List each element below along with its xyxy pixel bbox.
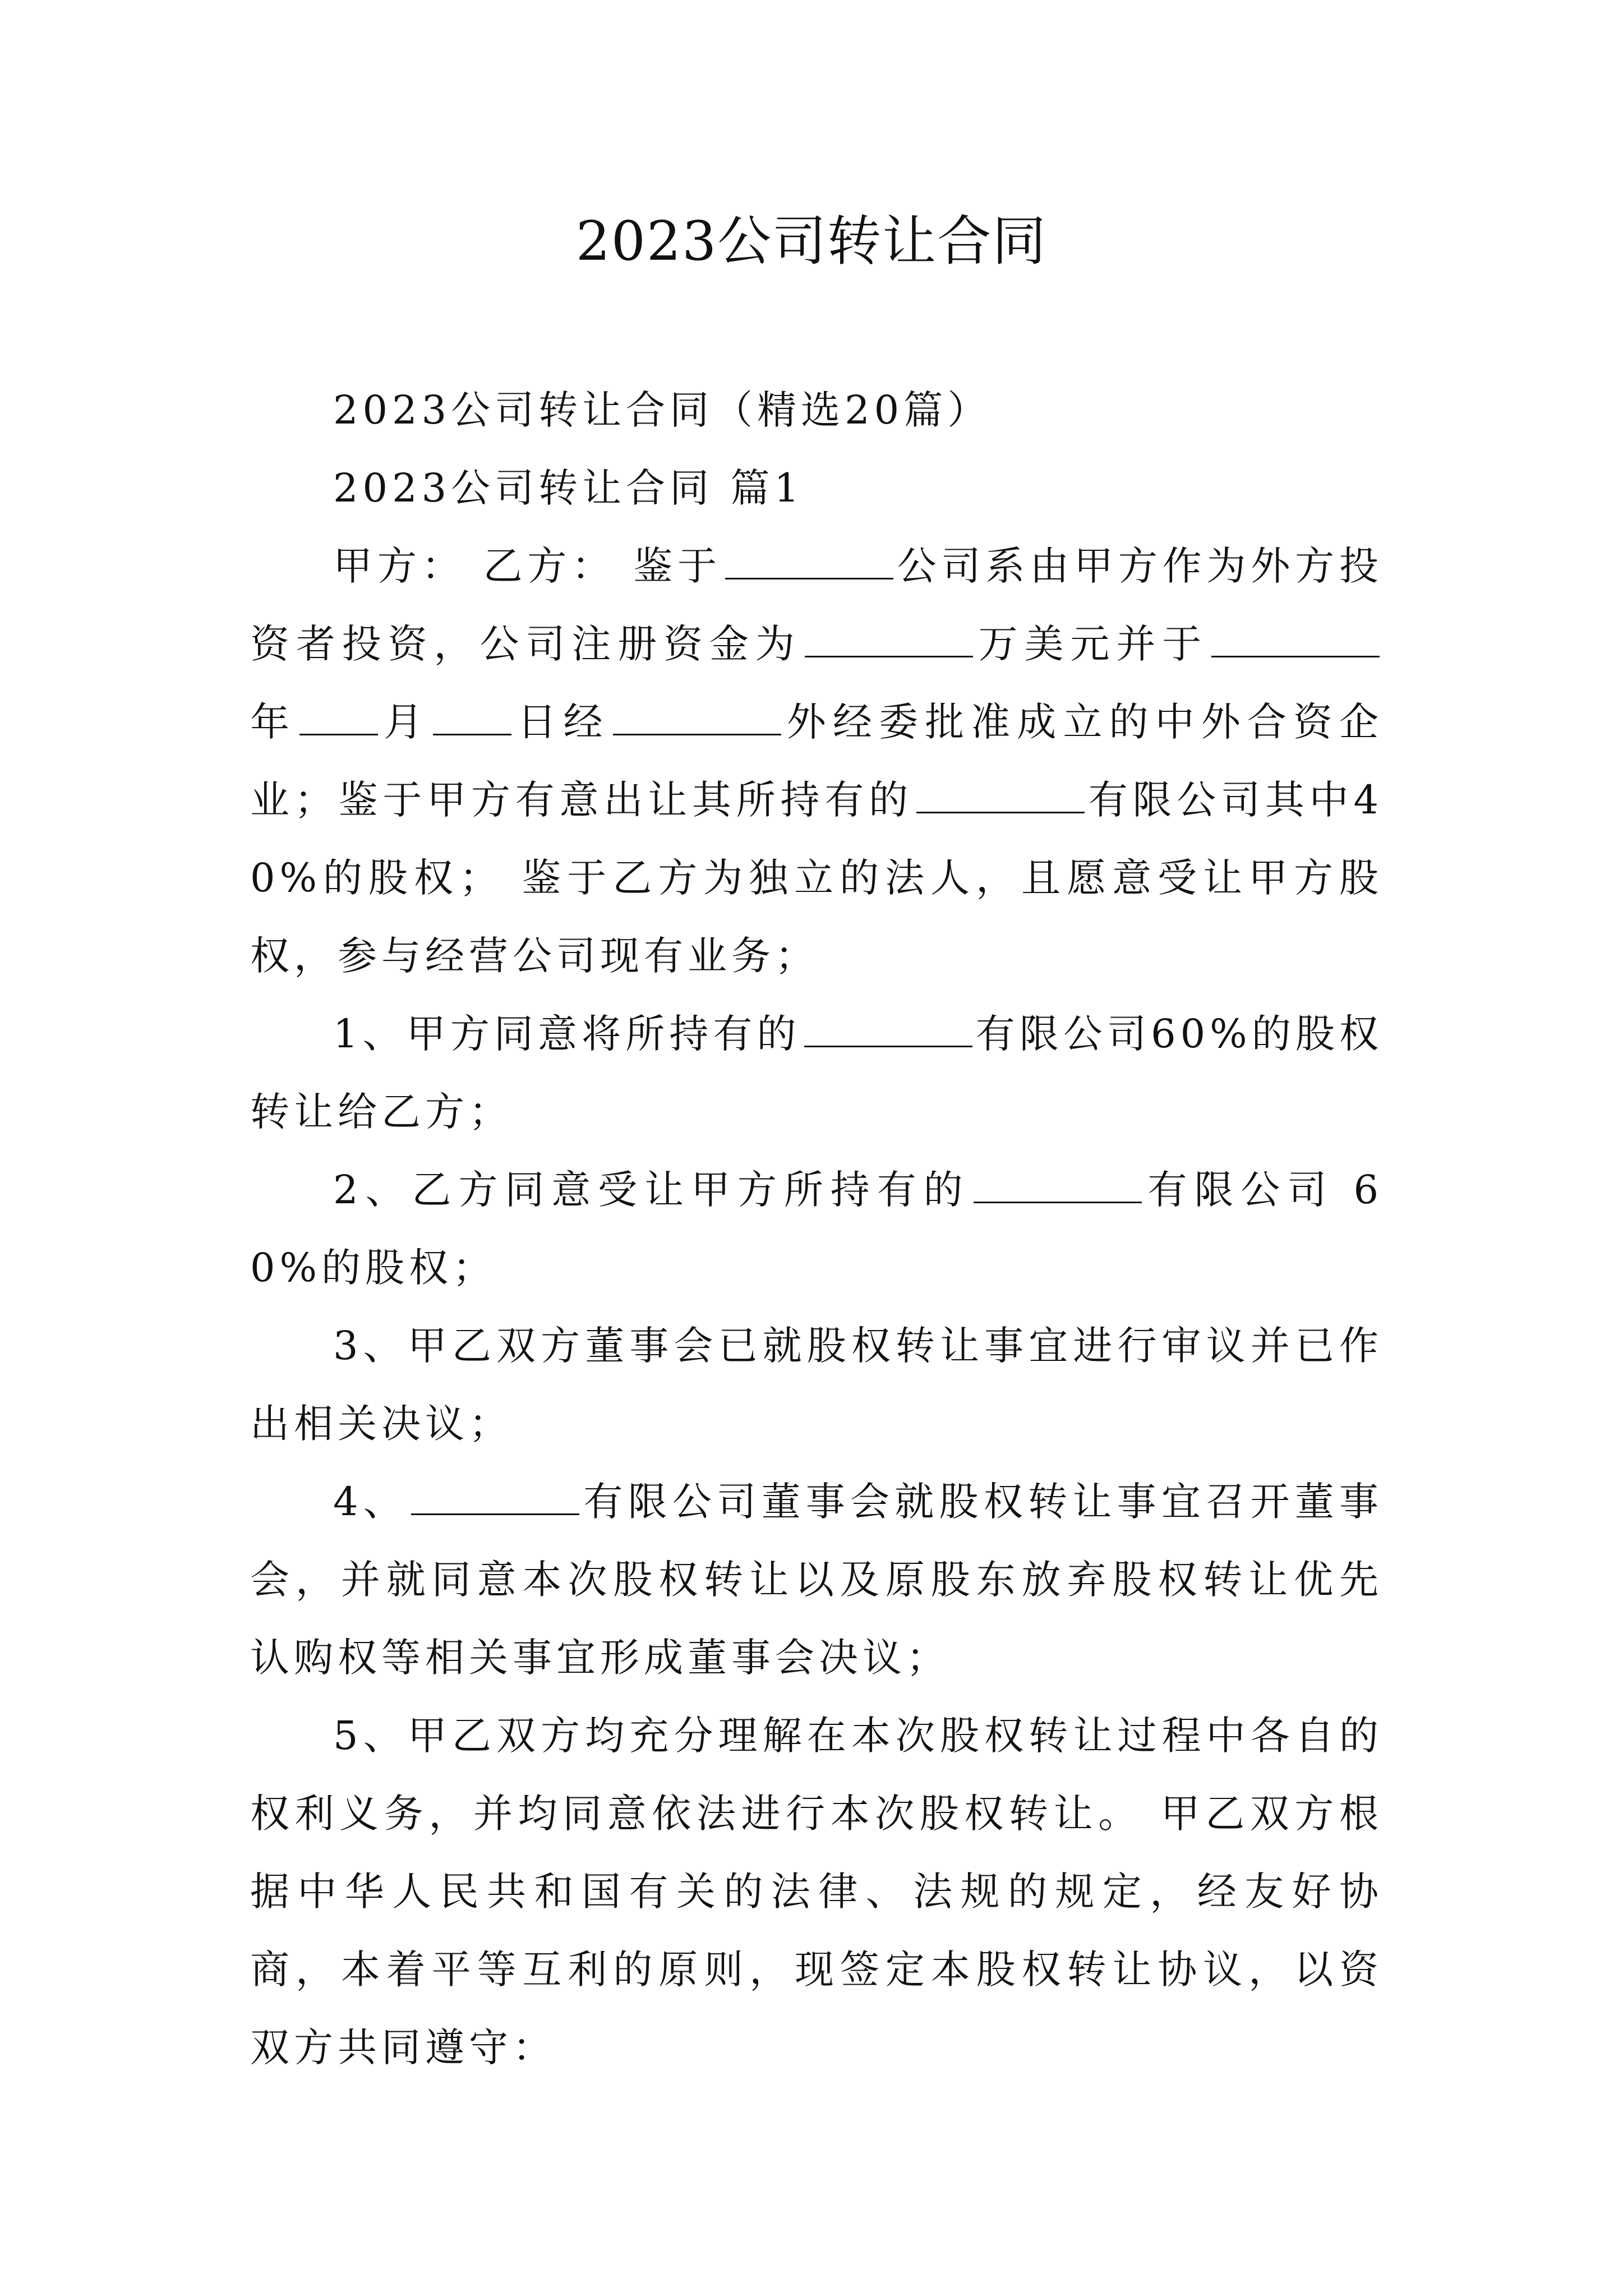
blank-day	[433, 698, 511, 735]
month-label: 月	[381, 699, 430, 745]
document-title: 2023公司转让合同	[575, 210, 1048, 273]
recital-1-prefix: 鉴于	[633, 543, 722, 589]
blank-month	[299, 698, 378, 735]
blank-company-name	[725, 542, 893, 579]
clause-4-prefix: 4、	[333, 1479, 408, 1525]
blank-approval-authority	[613, 698, 781, 735]
clause-5	[250, 1697, 1383, 2087]
clause-2	[250, 1151, 1383, 1307]
recital-1-currency: 万美元并于	[976, 621, 1209, 667]
clause-1-prefix: 1、甲方同意将所持有的	[333, 1011, 801, 1057]
clause-4-suffix: 有限公司董事会就股权转让事宜召开董事会，并就同意本次股权转让以及原股东放弃股权转让优先认购权等相关事宜形成董事会决议；	[250, 1479, 1384, 1681]
clause-1-suffix: 有限公司60%的股权转让给乙方；	[250, 1011, 1383, 1135]
document-body	[250, 371, 1383, 2087]
clause-4	[250, 1463, 1383, 1697]
blank-company-name-2	[916, 776, 1085, 813]
blank-clause-2-company	[974, 1166, 1142, 1203]
subtitle: 2023公司转让合同（精选20篇）	[333, 387, 992, 433]
recital-1-suffix: 外经委批准成立的中外合资企业；	[250, 699, 1384, 823]
section-heading: 2023公司转让合同 篇1	[333, 465, 804, 511]
blank-clause-4-company	[411, 1478, 579, 1515]
clause-3: 3、甲乙双方董事会已就股权转让事宜进行审议并已作出相关决议；	[250, 1323, 1383, 1447]
party-b-label: 乙方：	[483, 543, 616, 589]
recitals-paragraph	[250, 527, 1383, 995]
clause-2-suffix: 有限公司 60%的股权；	[250, 1167, 1383, 1291]
clause-5-text: 5、甲乙双方均充分理解在本次股权转让过程中各自的权利义务，并均同意依法进行本次股权转让。	[250, 1713, 1383, 1837]
recital-2-prefix: 鉴于甲方有意出让其所持有的	[338, 777, 913, 823]
day-label: 日经	[515, 699, 610, 745]
blank-year	[1211, 620, 1380, 657]
clause-5-continuation: 甲乙双方根据中华人民共和国有关的法律、法规的规定，经友好协商，本着平等互利的原则，现签定本股权转让协议，以资双方共同遵守：	[250, 1791, 1383, 2070]
clause-2-prefix: 2、乙方同意受让甲方所持有的	[333, 1167, 970, 1213]
party-a-label: 甲方：	[333, 543, 466, 589]
year-label: 年	[250, 699, 297, 745]
blank-clause-1-company	[804, 1010, 972, 1047]
clause-1	[250, 995, 1383, 1151]
recital-3: 鉴于乙方为独立的法人，且愿意受让甲方股权，参与经营公司现有业务；	[250, 855, 1383, 979]
blank-registered-capital	[805, 620, 973, 657]
recital-2-suffix: 有限公司其中40%的股权；	[250, 777, 1383, 901]
recital-1-text: 公司系由甲方作为外方投资者投资，公司注册资金为	[250, 543, 1384, 667]
